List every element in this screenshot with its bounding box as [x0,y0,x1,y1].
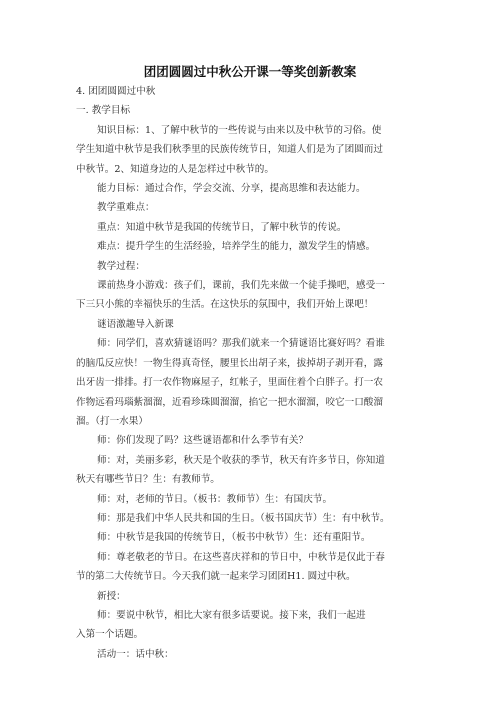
text-line: 师：同学们，喜欢猜谜语吗？那我们就来一个猜谜语比赛好吗？看谁 [97,338,385,350]
text-line: 一. 教学目标 [76,105,131,117]
text-line: 的脑瓜反应快！一物生得真奇怪，腰里长出胡子来，拔掉胡子剥开看，露 [76,357,383,369]
text-line: 节的第二大传统节日。今天我们就一起来学习团团H1. 圆过中秋。 [76,571,356,583]
text-line: 下三只小熊的幸福快乐的生活。在这快乐的氛围中，我们开始上课吧！ [76,299,374,311]
text-line: 教学过程： [97,260,145,272]
text-line: 师：对，老师的节日。（板书：教师节）生：有国庆节。 [97,493,333,505]
text-line: 师：你们发现了吗？这些谜语都和什么季节有关？ [97,435,309,447]
text-line: 中秋节。2、知道身边的人是怎样过中秋节的。 [76,163,274,175]
document-body [76,82,446,664]
document-title: 团团圆圆过中秋公开课一等奖创新教案 [143,64,357,79]
text-line: 师：要说中秋节，相比大家有很多话要说。接下来，我们一起进 [97,609,366,621]
text-line: 师：尊老敬老的节日。在这些喜庆祥和的节日中，中秋节是仅此于春 [97,551,385,563]
text-line: 秋天有哪些节日？生：有教师节。 [76,474,220,486]
text-line: 活动一：话中秋： [97,648,174,660]
text-line: 谜语激趣导入新课 [97,318,174,330]
text-line: 学生知道中秋节是我们秋季里的民族传统节日，知道人们是为了团圆而过 [76,144,383,156]
text-line: 教学重难点： [97,202,155,214]
text-line: 溜。（打一水果） [76,415,148,427]
text-line: 师：中秋节是我国的传统节日，（板书中秋节）生：还有重阳节。 [97,532,371,544]
text-line: 重点：知道中秋节是我国的传统节日，了解中秋节的传说。 [97,221,347,233]
text-line: 能力目标：通过合作，学会交流、分享，提高思维和表达能力。 [97,183,366,195]
text-line: 师：那是我们中华人民共和国的生日。（板书国庆节）生：有中秋节。 [97,512,390,524]
text-line: 作物远看玛瑙紫溜溜，近看珍珠圆溜溜，掐它一把水溜溜，咬它一口酸溜 [76,396,383,408]
text-line: 4. 团团圆圆过中秋 [76,86,156,97]
text-line: 课前热身小游戏：孩子们，课前，我们先来做一个徒手操吧，感受一 [97,280,385,292]
text-line: 师：对，美丽多彩，秋天是个收获的季节，秋天有许多节日，你知道 [97,454,385,466]
text-line: 新授： [97,590,126,602]
text-line: 难点：提升学生的生活经验，培养学生的能力，激发学生的情感。 [97,241,376,253]
text-line: 出牙齿一排排。打一农作物麻屋子，红帐子，里面住着个白胖子。打一农 [76,377,383,389]
text-line: 知识目标：1、了解中秋节的一些传说与由来以及中秋节的习俗。使 [97,124,382,136]
text-line: 入第一个话题。 [76,629,144,641]
